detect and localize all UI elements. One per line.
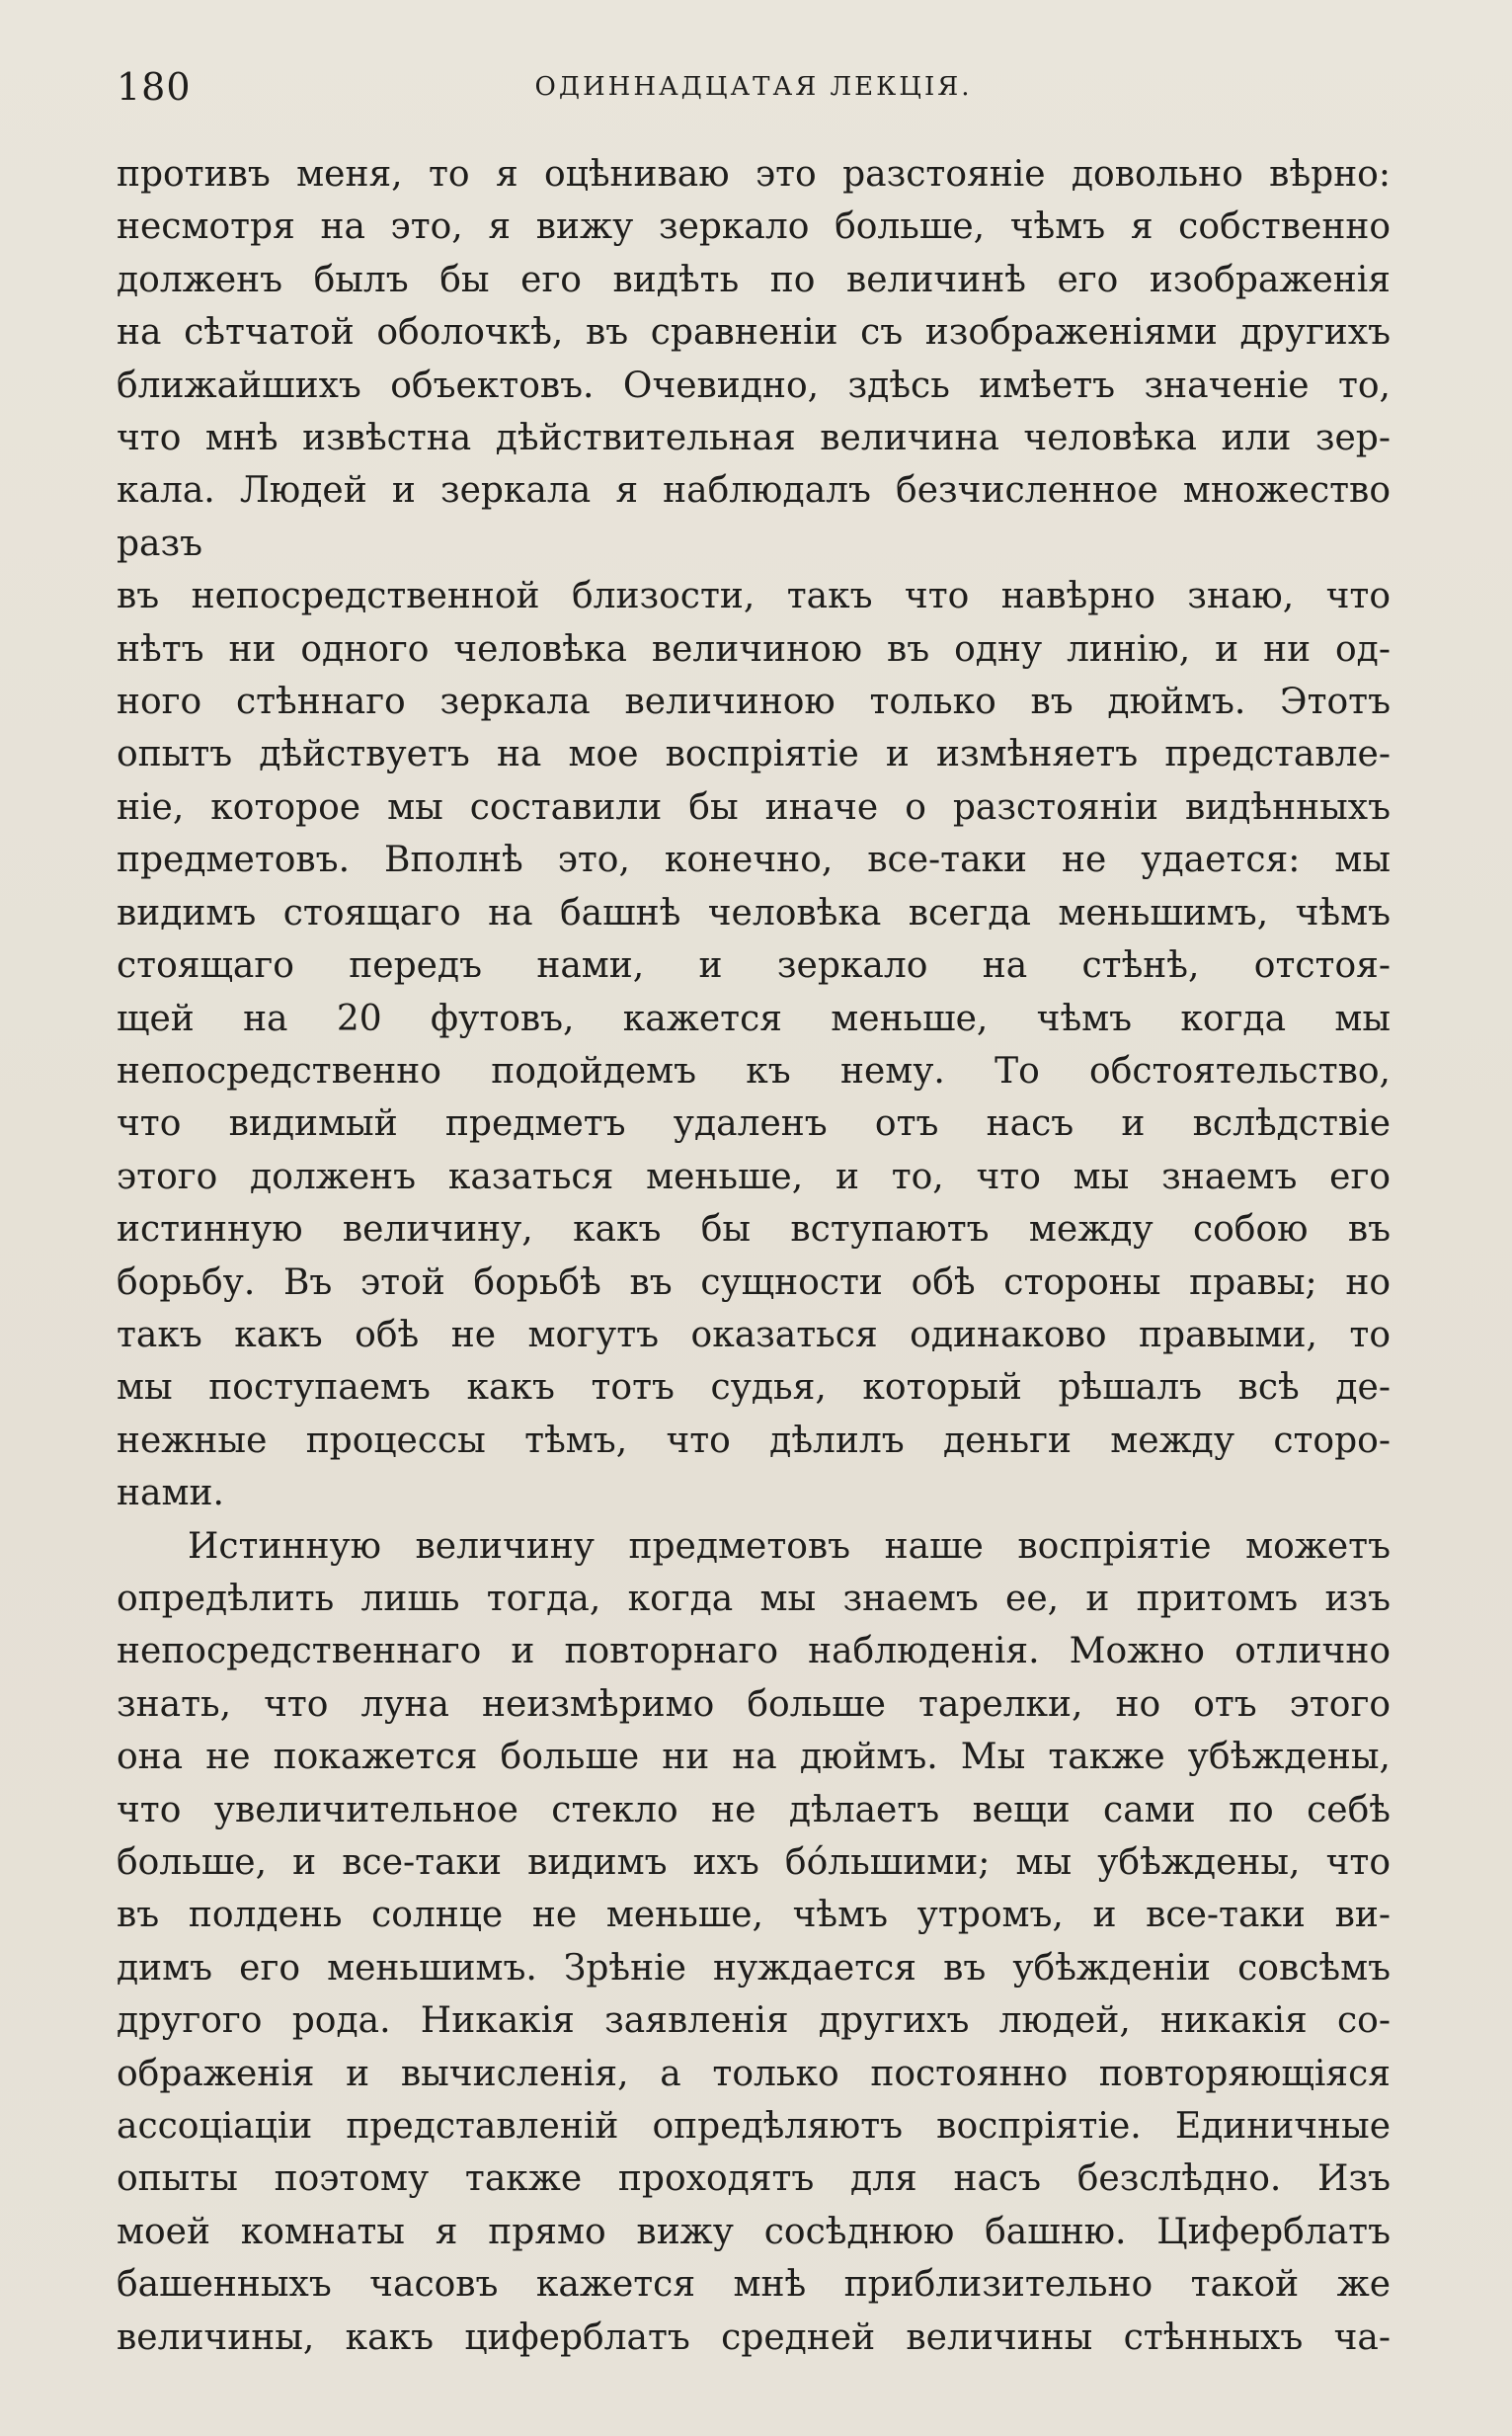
text-line: башенныхъ часовъ кажется мнѣ приблизительно такой же [117, 2264, 1391, 2306]
text-line: знать, что луна неизмѣримо больше тарелки, но отъ этого [117, 1683, 1391, 1725]
text-line: борьбу. Въ этой борьбѣ въ сущности обѣ стороны правы; но [117, 1261, 1391, 1303]
text-line: нежные процессы тѣмъ, что дѣлилъ деньги между сторо- [117, 1420, 1391, 1461]
text-line: опредѣлить лишь тогда, когда мы знаемъ ее, и притомъ изъ [117, 1578, 1391, 1619]
text-line: непосредственнаго и повторнаго наблюденія. Можно отлично [117, 1631, 1391, 1672]
text-line: на сѣтчатой оболочкѣ, въ сравненіи съ изображеніями другихъ [117, 312, 1391, 354]
text-line: ного стѣннаго зеркала величиною только въ дюймъ. Этотъ [117, 682, 1391, 723]
text-line: истинную величину, какъ бы вступаютъ между собою въ [117, 1209, 1391, 1251]
body-text [117, 148, 1391, 2364]
paragraph [117, 148, 1391, 1520]
text-line: въ непосредственной близости, такъ что навѣрно знаю, что [117, 576, 1391, 617]
page-number: 180 [117, 65, 192, 109]
text-line: предметовъ. Вполнѣ это, конечно, все-таки не удается: мы [117, 840, 1391, 881]
text-line: что мнѣ извѣстна дѣйствительная величина человѣка или зер- [117, 418, 1391, 459]
text-line: Истинную величину предметовъ наше воспріятіе можетъ [188, 1525, 1391, 1567]
text-line: ближайшихъ объектовъ. Очевидно, здѣсь имѣетъ значеніе то, [117, 365, 1391, 406]
text-line: кала. Людей и зеркала я наблюдалъ безчисленное множество разъ [117, 470, 1391, 564]
text-line: ображенія и вычисленія, а только постоянно повторяющіяся [117, 2053, 1391, 2094]
text-line: другого рода. Никакія заявленія другихъ людей, никакія со- [117, 2000, 1391, 2042]
text-line: моей комнаты я прямо вижу сосѣднюю башню. Циферблатъ [117, 2211, 1391, 2252]
text-line: ассоціаціи представленій опредѣляютъ воспріятіе. Единичные [117, 2106, 1391, 2148]
text-line: нами. [117, 1473, 224, 1514]
text-line: димъ его меньшимъ. Зрѣніе нуждается въ убѣжденіи совсѣмъ [117, 1947, 1391, 1989]
text-line: что увеличительное стекло не дѣлаетъ вещи сами по себѣ [117, 1789, 1391, 1830]
text-line: непосредственно подойдемъ къ нему. То обстоятельство, [117, 1050, 1391, 1092]
text-line: опыты поэтому также проходятъ для насъ безслѣдно. Изъ [117, 2158, 1391, 2200]
page-header [117, 57, 1391, 117]
text-line: видимъ стоящаго на башнѣ человѣка всегда меньшимъ, чѣмъ [117, 892, 1391, 934]
text-line: она не покажется больше ни на дюймъ. Мы также убѣждены, [117, 1737, 1391, 1778]
text-line: этого долженъ казаться меньше, и то, что мы знаемъ его [117, 1156, 1391, 1197]
text-line: больше, и все-таки видимъ ихъ бо́льшими; мы убѣждены, что [117, 1842, 1391, 1883]
text-line: несмотря на это, я вижу зеркало больше, чѣмъ я собственно [117, 206, 1391, 248]
text-line: величины, какъ циферблатъ средней величины стѣнныхъ ча- [117, 2316, 1391, 2358]
text-line: опытъ дѣйствуетъ на мое воспріятіе и измѣняетъ представле- [117, 734, 1391, 775]
text-line: что видимый предметъ удаленъ отъ насъ и вслѣдствіе [117, 1103, 1391, 1145]
text-line: противъ меня, то я оцѣниваю это разстояніе довольно вѣрно: [117, 154, 1391, 195]
text-line: стоящаго передъ нами, и зеркало на стѣнѣ, отстоя- [117, 945, 1391, 987]
text-line: нѣтъ ни одного человѣка величиною въ одну линію, и ни од- [117, 628, 1391, 670]
text-line: щей на 20 футовъ, кажется меньше, чѣмъ когда мы [117, 998, 1391, 1039]
text-line: мы поступаемъ какъ тотъ судья, который рѣшалъ всѣ де- [117, 1367, 1391, 1409]
text-line: долженъ былъ бы его видѣть по величинѣ его изображенія [117, 259, 1391, 300]
text-line: ніе, которое мы составили бы иначе о разстояніи видѣнныхъ [117, 786, 1391, 828]
text-line: такъ какъ обѣ не могутъ оказаться одинаково правыми, то [117, 1314, 1391, 1355]
running-head: ОДИННАДЦАТАЯ ЛЕКЦІЯ. [534, 72, 973, 102]
text-line: въ полдень солнце не меньше, чѣмъ утромъ, и все-таки ви- [117, 1895, 1391, 1936]
paragraph [117, 1520, 1391, 2365]
